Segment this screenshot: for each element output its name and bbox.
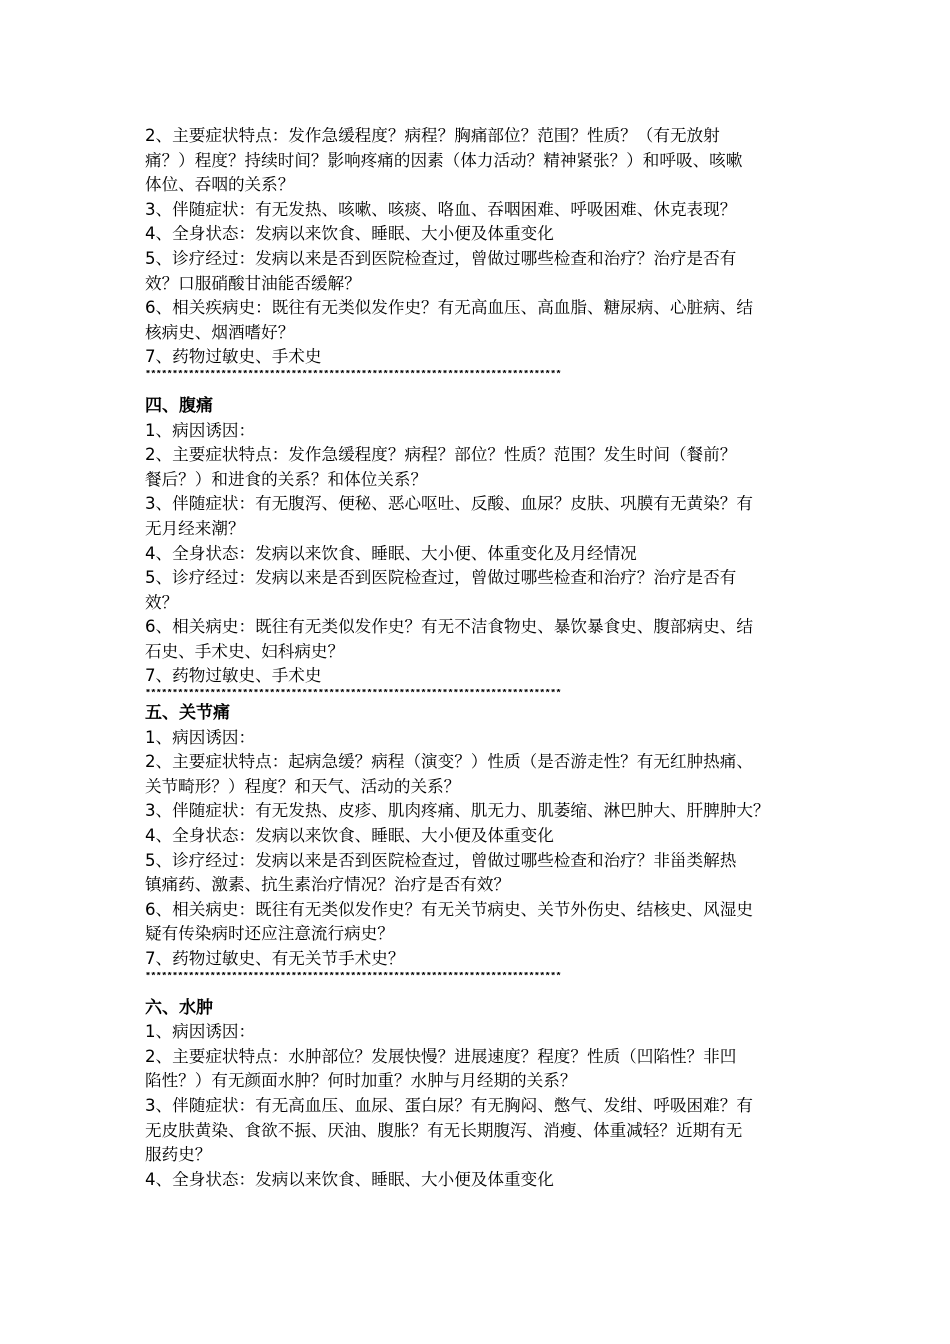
text-line: 效？ <box>145 592 179 612</box>
text-line: 3、伴随症状：有无发热、咳嗽、咳痰、咯血、吞咽困难、呼吸困难、休克表现？ <box>145 199 737 219</box>
text-line: 2、主要症状特点：发作急缓程度？病程？胸痛部位？范围？性质？（有无放射 <box>145 126 720 145</box>
text-line: 1、病因诱因： <box>145 420 256 440</box>
text-line: 7、药物过敏史、手术史 <box>145 347 322 367</box>
separator-line: ***************************************************************************** <box>145 689 561 701</box>
section-title: 五、关节痛 <box>145 703 230 724</box>
section-title: 四、腹痛 <box>145 395 213 416</box>
document-page <box>145 124 825 1192</box>
spacer <box>145 984 825 996</box>
text-line: 5、诊疗经过：发病以来是否到医院检查过，曾做过哪些检查和治疗？治疗是否有 <box>145 568 737 588</box>
text-line: 5、诊疗经过：发病以来是否到医院检查过，曾做过哪些检查和治疗？治疗是否有 <box>145 248 737 268</box>
text-line: 3、伴随症状：有无发热、皮疹、肌肉疼痛、肌无力、肌萎缩、淋巴肿大、肝脾肿大？ <box>145 801 770 821</box>
text-line: 3、伴随症状：有无腹泻、便秘、恶心呕吐、反酸、血尿？皮肤、巩膜有无黄染？有 <box>145 494 753 514</box>
text-line: 1、病因诱因： <box>145 1022 256 1042</box>
text-line: 餐后？）和进食的关系？和体位关系？ <box>145 469 428 489</box>
text-line: 无月经来潮？ <box>145 518 245 538</box>
text-line: 3、伴随症状：有无高血压、血尿、蛋白尿？有无胸闷、憋气、发绀、呼吸困难？有 <box>145 1095 753 1115</box>
text-line: 6、相关病史：既往有无类似发作史？有无关节病史、关节外伤史、结核史、风湿史 <box>145 899 753 919</box>
text-line: 4、全身状态：发病以来饮食、睡眠、大小便及体重变化 <box>145 826 554 846</box>
text-line: 无皮肤黄染、食欲不振、厌油、腹胀？有无长期腹泻、消瘦、体重减轻？近期有无 <box>145 1120 743 1140</box>
text-line: 效？口服硝酸甘油能否缓解？ <box>145 273 361 293</box>
text-line: 2、主要症状特点：水肿部位？发展快慢？进展速度？程度？性质（凹陷性？非凹 <box>145 1046 737 1066</box>
text-line: 痛？）程度？持续时间？影响疼痛的因素（体力活动？精神紧张？）和呼吸、咳嗽 <box>145 150 743 170</box>
section-abdominal-pain <box>145 394 825 689</box>
text-line: 镇痛药、激素、抗生素治疗情况？治疗是否有效？ <box>145 875 511 895</box>
text-line: 1、病因诱因： <box>145 727 256 747</box>
separator-line: ***************************************************************************** <box>145 971 561 983</box>
text-line: 7、药物过敏史、手术史 <box>145 666 322 686</box>
text-line: 核病史、烟酒嗜好？ <box>145 322 295 342</box>
section-title: 六、水肿 <box>145 997 213 1018</box>
text-line: 体位、吞咽的关系？ <box>145 175 295 195</box>
section-joint-pain <box>145 701 825 972</box>
text-line: 石史、手术史、妇科病史？ <box>145 641 345 661</box>
separator-line: ***************************************************************************** <box>145 369 561 381</box>
text-line: 6、相关疾病史：既往有无类似发作史？有无高血压、高血脂、糖尿病、心脏病、结 <box>145 298 753 318</box>
section-chest-pain-tail <box>145 124 825 370</box>
text-line: 5、诊疗经过：发病以来是否到医院检查过，曾做过哪些检查和治疗？非甾类解热 <box>145 850 737 870</box>
text-line: 4、全身状态：发病以来饮食、睡眠、大小便及体重变化 <box>145 1169 554 1189</box>
text-line: 4、全身状态：发病以来饮食、睡眠、大小便、体重变化及月经情况 <box>145 543 637 563</box>
text-line: 陷性？）有无颜面水肿？何时加重？水肿与月经期的关系？ <box>145 1071 577 1091</box>
text-line: 7、药物过敏史、有无关节手术史？ <box>145 949 405 968</box>
text-line: 关节畸形？）程度？和天气、活动的关系？ <box>145 776 461 796</box>
spacer <box>145 382 825 394</box>
text-line: 6、相关病史：既往有无类似发作史？有无不洁食物史、暴饮暴食史、腹部病史、结 <box>145 617 753 637</box>
text-line: 2、主要症状特点：起病急缓？病程（演变？）性质（是否游走性？有无红肿热痛、 <box>145 752 753 772</box>
text-line: 服药史？ <box>145 1145 212 1165</box>
section-edema <box>145 996 825 1193</box>
text-line: 疑有传染病时还应注意流行病史？ <box>145 924 394 944</box>
text-line: 4、全身状态：发病以来饮食、睡眠、大小便及体重变化 <box>145 224 554 244</box>
text-line: 2、主要症状特点：发作急缓程度？病程？部位？性质？范围？发生时间（餐前？ <box>145 445 737 465</box>
